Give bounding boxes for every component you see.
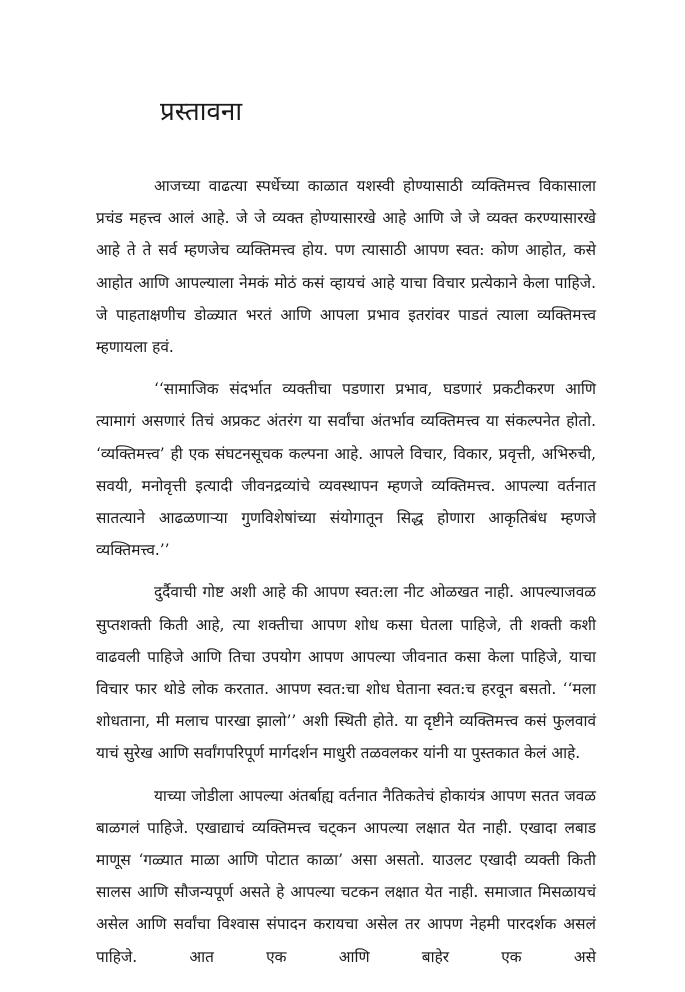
page-title: प्रस्तावना [160, 97, 243, 127]
paragraph-1: आजच्या वाढत्या स्पर्धेच्या काळात यशस्वी होण्यासाठी व्यक्तिमत्त्व विकासाला प्रचंड महत्त्व आलं आहे. जे जे व्यक्त होण्यासारखे आहे आणि जे जे व्यक्त करण्यासारखे आहे ते ते सर्व म्हणजेच व्यक्तिमत्त्व होय. पण त्यासाठी आपण स्वत: कोण आहोत, कसे आहोत आणि आपल्याला नेमकं मोठं कसं व्हायचं आहे याचा विचार प्रत्येकाने केला पाहिजे. जे पाहताक्षणीच डोळ्यात भरतं आणि आपला प्रभाव इतरांवर पाडतं त्याला व्यक्तिमत्त्व म्हणायला हवं. [96, 177, 596, 357]
paragraph-4: याच्या जोडीला आपल्या अंतर्बाह्य वर्तनात नैतिकतेचं होकायंत्र आपण सतत जवळ बाळगलं पाहिजे. एखाद्याचं व्यक्तिमत्त्व चट्कन आपल्या लक्षात येत नाही. एखादा लबाड माणूस ‘गळ्यात माळा आणि पोटात काळा’ असा असतो. याउलट एखादी व्यक्ती किती सालस आणि सौजन्यपूर्ण असते हे आपल्या चटकन लक्षात येत नाही. समाजात मिसळायचं असेल आणि सर्वांचा विश्वास संपादन करायचा असेल तर आपण नेहमी पारदर्शक असलं पाहिजे. आत एक आणि बाहेर एक असे [96, 786, 596, 966]
paragraph-3: दुर्दैवाची गोष्ट अशी आहे की आपण स्वत:ला नीट ओळखत नाही. आपल्याजवळ सुप्तशक्ती किती आहे, त्या शक्तीचा आपण शोध कसा घेतला पाहिजे, ती शक्ती कशी वाढवली पाहिजे आणि तिचा उपयोग आपण आपल्या जीवनात कसा केला पाहिजे, याचा विचार फार थोडे लोक करतात. आपण स्वत:चा शोध घेताना स्वत:च हरवून बसतो. ‘‘मला शोधताना, मी मलाच पारखा झालो’’ अशी स्थिती होते. या दृष्टीने व्यक्तिमत्त्व कसं फुलवावं याचं सुरेख आणि सर्वांगपरिपूर्ण मार्गदर्शन माधुरी तळवलकर यांनी या पुस्तकात केलं आहे. [96, 583, 596, 763]
body-text [96, 170, 596, 983]
paragraph-2: ‘‘सामाजिक संदर्भात व्यक्तीचा पडणारा प्रभाव, घडणारं प्रकटीकरण आणि त्यामागं असणारं तिचं अप्रकट अंतरंग या सर्वांचा अंतर्भाव व्यक्तिमत्त्व या संकल्पनेत होतो. ‘व्यक्तिमत्त्व’ ही एक संघटनसूचक कल्पना आहे. आपले विचार, विकार, प्रवृत्ती, अभिरुची, सवयी, मनोवृत्ती इत्यादी जीवनद्रव्यांचे व्यवस्थापन म्हणजे व्यक्तिमत्त्व. आपल्या वर्तनात सातत्याने आढळणाऱ्या गुणविशेषांच्या संयोगातून सिद्ध होणारा आकृतिबंध म्हणजे व्यक्तिमत्त्व.’’ [96, 380, 596, 560]
